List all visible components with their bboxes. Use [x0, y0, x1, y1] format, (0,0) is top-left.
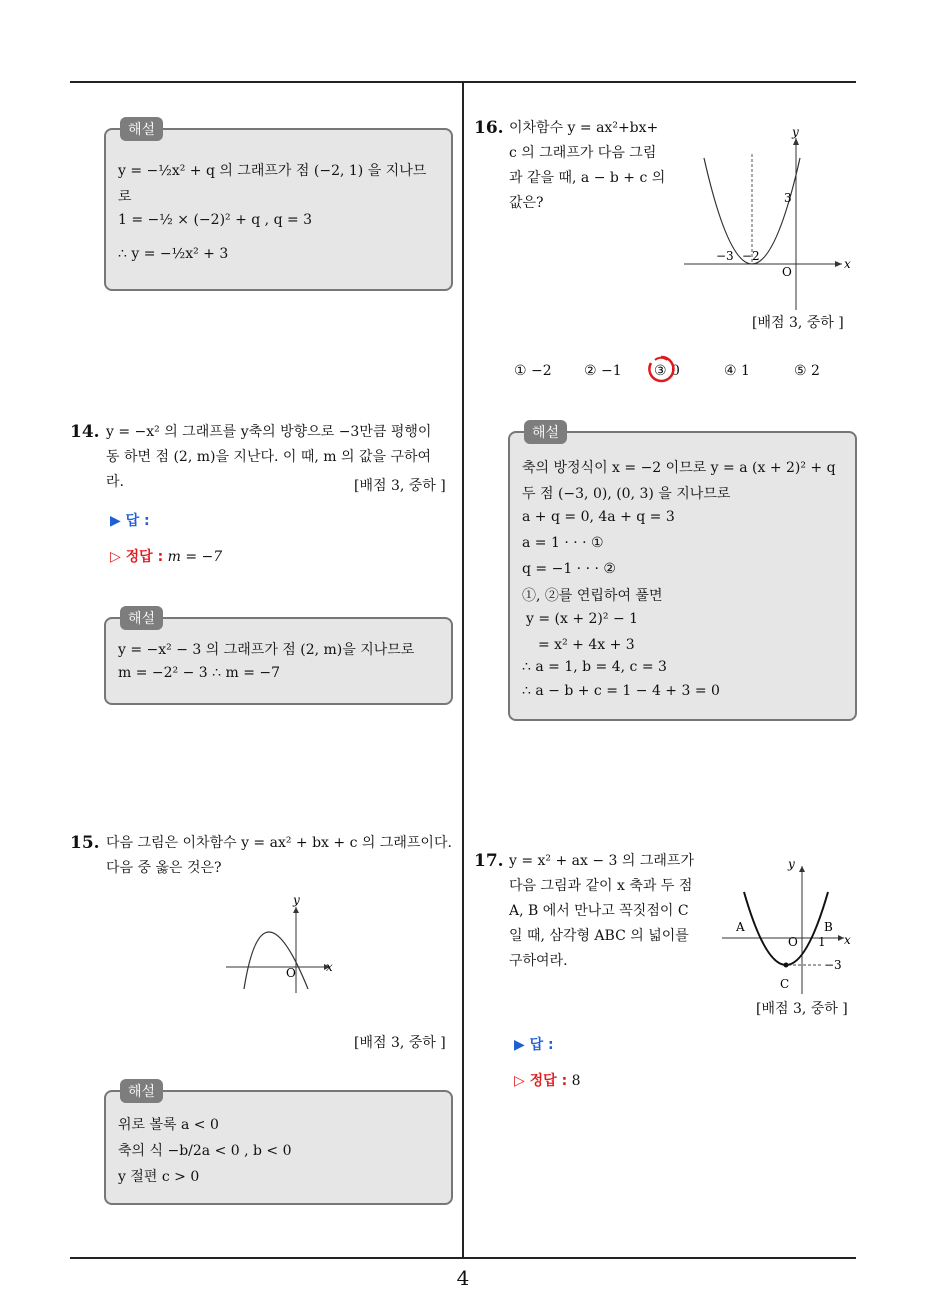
intercept-label: 3: [784, 191, 792, 205]
q13-solution-box: [104, 122, 453, 291]
q15-graph: [222, 893, 340, 995]
rating: [배점 3, 중하 ]: [354, 1035, 446, 1051]
question-text: [509, 116, 679, 216]
question-line: 일 때, 삼각형 ABC 의 넓이를: [509, 928, 689, 944]
choice-3[interactable]: ③ 0: [654, 363, 680, 379]
answer-label: ▶ 답 :: [514, 1037, 554, 1053]
solution-line: q = −1 · · · ②: [522, 561, 616, 577]
correct-answer-row: [514, 1070, 581, 1090]
solution-line: y = −x² − 3 의 그래프가 점 (2, m)을 지나므로: [118, 642, 415, 658]
solution-tab: 해설: [120, 117, 163, 141]
y-axis-label: y: [792, 125, 799, 139]
solution-line: m = −2² − 3 ∴ m = −7: [118, 665, 281, 681]
choice-2[interactable]: ② −1: [584, 363, 622, 379]
question-number: 17.: [474, 851, 504, 871]
selected-choice-circle-icon: [646, 354, 676, 384]
question-number: 14.: [70, 422, 100, 442]
page-number: 4: [456, 1266, 470, 1290]
origin-label: O: [788, 935, 798, 949]
question-line: 동 하면 점 (2, m)을 지난다. 이 때, m 의 값을 구하여: [106, 449, 432, 465]
question-line: A, B 에서 만나고 꼭짓점이 C: [509, 903, 689, 919]
choice-1[interactable]: ① −2: [514, 363, 552, 379]
q16-solution-box: [508, 425, 857, 721]
choice-5[interactable]: ⑤ 2: [794, 363, 820, 379]
y-axis-label: y: [293, 893, 300, 907]
question-line: c 의 그래프가 다음 그림: [509, 145, 657, 161]
correct-value: 8: [571, 1073, 581, 1089]
question-text: [509, 849, 709, 974]
correct-label: ▷ 정답 :: [110, 549, 164, 565]
question-line: 라.: [106, 474, 124, 490]
solution-line: ①, ②를 연립하여 풀면: [522, 588, 663, 604]
origin-label: O: [782, 265, 792, 279]
solution-line: a = 1 · · · ①: [522, 535, 604, 551]
solution-tab: 해설: [524, 420, 567, 444]
solution-line: 로: [118, 189, 132, 205]
vertex-y-label: −3: [824, 958, 842, 972]
point-b-label: B: [824, 920, 833, 934]
rating: [배점 3, 중하 ]: [752, 315, 844, 331]
solution-line: ∴ y = −½x² + 3: [118, 246, 229, 262]
answer-label: ▶ 답 :: [110, 513, 150, 529]
x-axis-label: x: [326, 960, 333, 974]
y-axis-label: y: [788, 857, 795, 871]
point-c-label: C: [780, 977, 790, 991]
question-text: [106, 831, 456, 881]
choice-4[interactable]: ④ 1: [724, 363, 750, 379]
correct-label: ▷ 정답 :: [514, 1073, 568, 1089]
question-number: 16.: [474, 118, 504, 138]
solution-line: = x² + 4x + 3: [538, 637, 635, 653]
solution-tab: 해설: [120, 1079, 163, 1103]
question-line: 다음 중 옳은 것은?: [106, 860, 222, 876]
solution-line: a + q = 0, 4a + q = 3: [522, 509, 675, 525]
point-a-label: A: [736, 920, 745, 934]
solution-line: 위로 볼록 a < 0: [118, 1117, 219, 1133]
q15-solution-box: [104, 1084, 453, 1205]
question-line: 이차함수 y = ax²+bx+: [509, 120, 659, 136]
question-line: y = x² + ax − 3 의 그래프가: [509, 853, 694, 869]
tick-one-label: 1: [818, 935, 826, 949]
axis-label: −2: [742, 249, 760, 263]
solution-tab: 해설: [120, 606, 163, 630]
question-number: 15.: [70, 833, 100, 853]
q17-graph: [718, 852, 858, 998]
q14-solution-box: [104, 611, 453, 705]
solution-line: y 절편 c > 0: [118, 1169, 200, 1185]
solution-line: ∴ a − b + c = 1 − 4 + 3 = 0: [522, 683, 720, 699]
solution-line: 축의 식 −b/2a < 0 , b < 0: [118, 1143, 292, 1159]
solution-line: y = −½x² + q 의 그래프가 점 (−2, 1) 을 지나므: [118, 163, 427, 179]
question-line: 구하여라.: [509, 953, 568, 969]
question-line: 다음 그림과 같이 x 축과 두 점: [509, 878, 693, 894]
rating: [배점 3, 중하 ]: [756, 1001, 848, 1017]
question-line: y = −x² 의 그래프를 y축의 방향으로 −3만큼 평행이: [106, 424, 432, 440]
question-line: 과 같을 때, a − b + c 의: [509, 170, 666, 186]
solution-line: y = (x + 2)² − 1: [526, 611, 639, 627]
correct-answer-row: [110, 546, 222, 566]
origin-label: O: [286, 966, 296, 980]
root-label: −3: [716, 249, 734, 263]
solution-line: 축의 방정식이 x = −2 이므로 y = a (x + 2)² + q: [522, 460, 836, 476]
solution-line: 1 = −½ × (−2)² + q , q = 3: [118, 212, 313, 228]
x-axis-label: x: [844, 933, 851, 947]
correct-value: m = −7: [167, 549, 223, 565]
solution-line: ∴ a = 1, b = 4, c = 3: [522, 659, 667, 675]
solution-line: 두 점 (−3, 0), (0, 3) 을 지나므로: [522, 486, 731, 502]
x-axis-label: x: [844, 257, 851, 271]
column-divider: [462, 82, 464, 1259]
question-line: 다음 그림은 이차함수 y = ax² + bx + c 의 그래프이다.: [106, 835, 452, 851]
rating: [배점 3, 중하 ]: [354, 478, 446, 494]
question-line: 값은?: [509, 195, 544, 211]
q16-graph: [680, 124, 856, 314]
